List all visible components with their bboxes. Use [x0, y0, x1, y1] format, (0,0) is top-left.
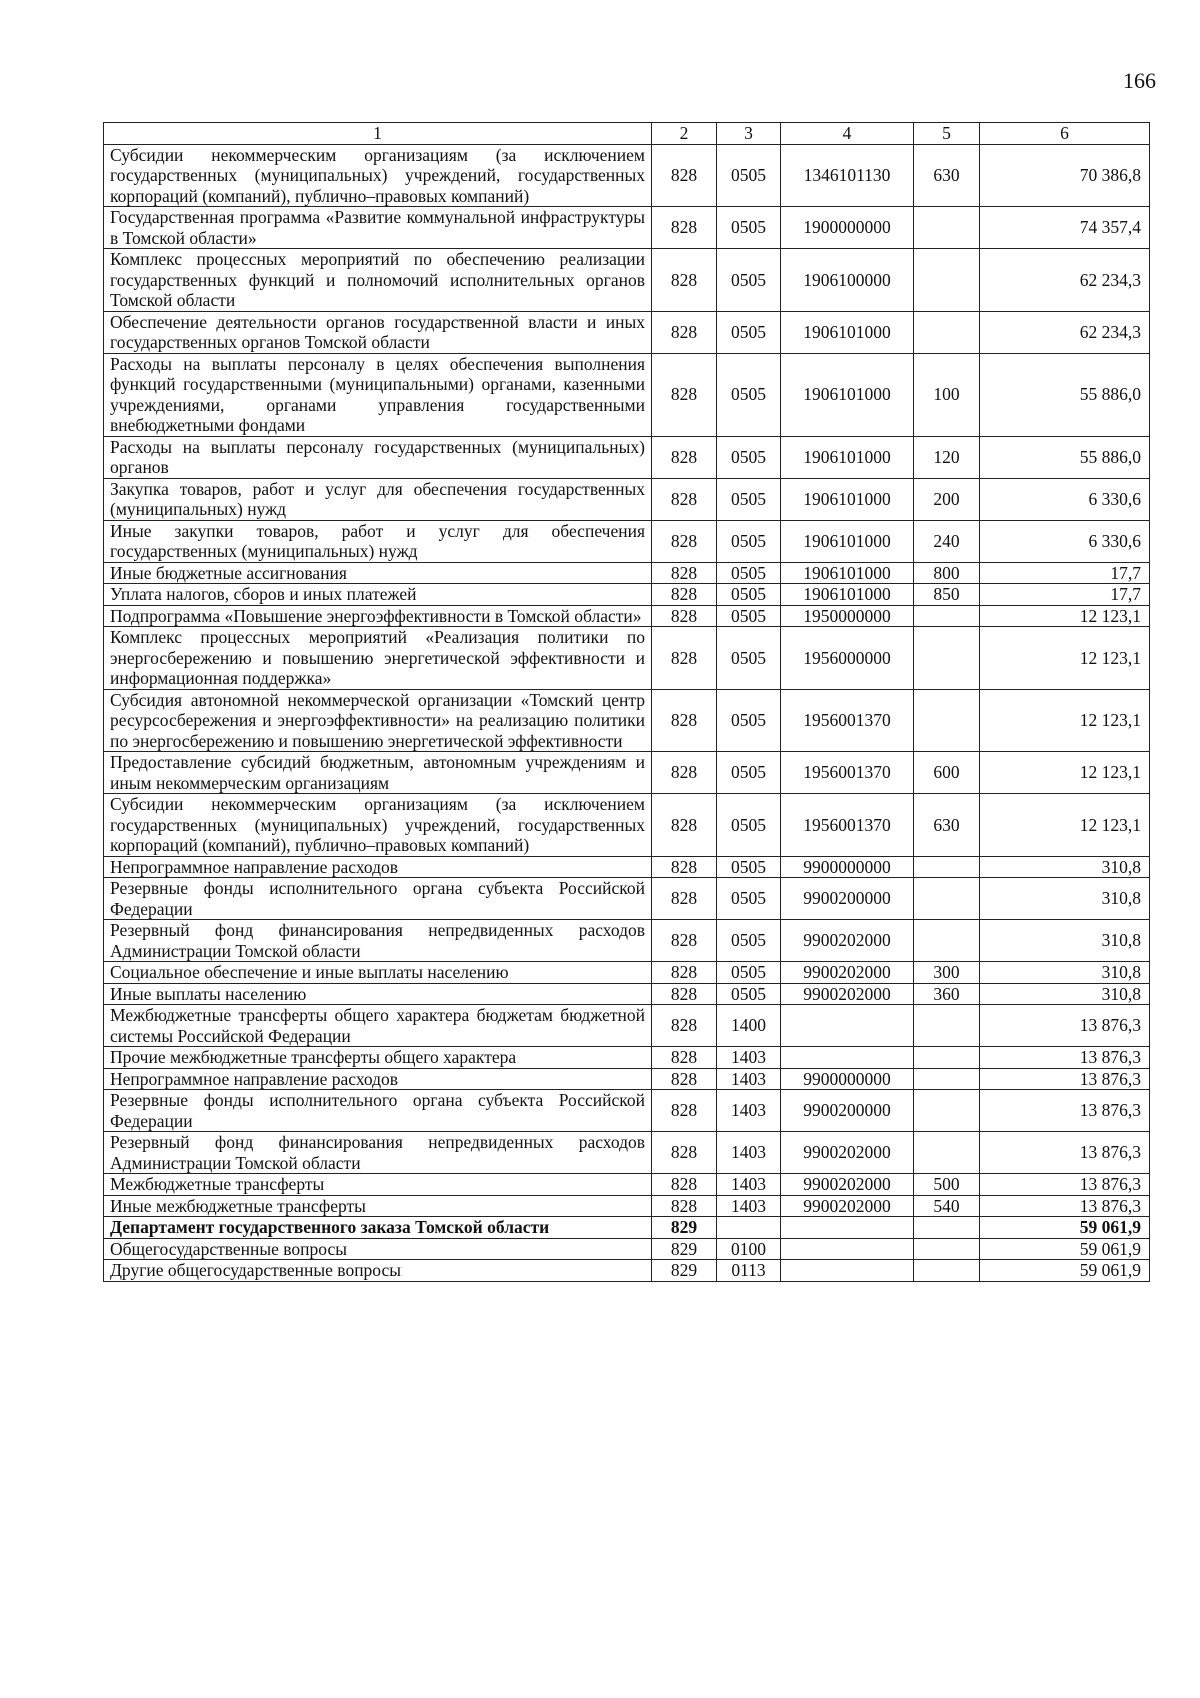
table-row — [104, 249, 1150, 312]
row-vr-cell — [914, 1047, 980, 1069]
row-gr-cell: 829 — [652, 1260, 717, 1282]
row-sum-cell: 55 886,0 — [980, 436, 1150, 478]
row-rz-cell: 0505 — [717, 856, 781, 878]
row-cs-cell: 1956000000 — [781, 627, 914, 690]
row-cs-cell: 9900000000 — [781, 856, 914, 878]
row-rz-cell: 0505 — [717, 353, 781, 436]
row-sum-cell: 13 876,3 — [980, 1090, 1150, 1132]
row-sum-cell: 6 330,6 — [980, 478, 1150, 520]
row-name-cell: Комплекс процессных мероприятий «Реализация политики по энергосбережению и повышению энергетической эффективности и информационная поддержка» — [104, 627, 652, 690]
row-sum-cell: 59 061,9 — [980, 1217, 1150, 1239]
row-gr-cell: 828 — [652, 478, 717, 520]
row-rz-cell: 1403 — [717, 1174, 781, 1196]
row-rz-cell: 0505 — [717, 627, 781, 690]
row-rz-cell: 0505 — [717, 584, 781, 606]
row-vr-cell — [914, 1068, 980, 1090]
row-name-cell: Закупка товаров, работ и услуг для обеспечения государственных (муниципальных) нужд — [104, 478, 652, 520]
row-gr-cell: 828 — [652, 878, 717, 920]
row-sum-cell: 13 876,3 — [980, 1068, 1150, 1090]
row-rz-cell: 0505 — [717, 794, 781, 857]
row-gr-cell: 828 — [652, 983, 717, 1005]
table-row — [104, 752, 1150, 794]
row-vr-cell: 240 — [914, 520, 980, 562]
table-row — [104, 1260, 1150, 1282]
row-vr-cell: 100 — [914, 353, 980, 436]
row-gr-cell: 828 — [652, 1005, 717, 1047]
row-vr-cell: 800 — [914, 562, 980, 584]
row-vr-cell — [914, 689, 980, 752]
row-cs-cell: 1906101000 — [781, 562, 914, 584]
table-row — [104, 983, 1150, 1005]
table-header-row — [104, 123, 1150, 145]
row-vr-cell: 500 — [914, 1174, 980, 1196]
row-gr-cell: 828 — [652, 1090, 717, 1132]
row-gr-cell: 828 — [652, 353, 717, 436]
row-name-cell: Межбюджетные трансферты — [104, 1174, 652, 1196]
row-vr-cell — [914, 1090, 980, 1132]
row-name-cell: Непрограммное направление расходов — [104, 1068, 652, 1090]
header-cell-3: 3 — [717, 123, 781, 145]
row-name-cell: Расходы на выплаты персоналу в целях обеспечения выполнения функций государственными (муниципальными) органами, казенными учреждениями, органами управления государственными внебюджетными фондами — [104, 353, 652, 436]
row-gr-cell: 828 — [652, 311, 717, 353]
budget-table — [103, 122, 1150, 1282]
row-name-cell: Предоставление субсидий бюджетным, автономным учреждениям и иным некоммерческим организациям — [104, 752, 652, 794]
row-cs-cell: 9900202000 — [781, 983, 914, 1005]
table-row — [104, 1005, 1150, 1047]
row-vr-cell — [914, 605, 980, 627]
row-name-cell: Другие общегосударственные вопросы — [104, 1260, 652, 1282]
row-cs-cell: 1956001370 — [781, 794, 914, 857]
row-vr-cell: 360 — [914, 983, 980, 1005]
row-cs-cell: 9900200000 — [781, 1090, 914, 1132]
header-cell-4: 4 — [781, 123, 914, 145]
table-row — [104, 353, 1150, 436]
header-cell-5: 5 — [914, 123, 980, 145]
row-sum-cell: 310,8 — [980, 920, 1150, 962]
row-rz-cell: 0505 — [717, 689, 781, 752]
row-gr-cell: 828 — [652, 144, 717, 207]
row-gr-cell: 828 — [652, 962, 717, 984]
table-row — [104, 689, 1150, 752]
row-gr-cell: 828 — [652, 584, 717, 606]
row-gr-cell: 828 — [652, 1132, 717, 1174]
row-sum-cell: 310,8 — [980, 878, 1150, 920]
table-row — [104, 1068, 1150, 1090]
row-cs-cell: 1906101000 — [781, 311, 914, 353]
row-sum-cell: 62 234,3 — [980, 249, 1150, 312]
row-sum-cell: 12 123,1 — [980, 794, 1150, 857]
row-gr-cell: 828 — [652, 1047, 717, 1069]
header-cell-6: 6 — [980, 123, 1150, 145]
row-rz-cell: 0505 — [717, 207, 781, 249]
row-name-cell: Обеспечение деятельности органов государственной власти и иных государственных органов Томской области — [104, 311, 652, 353]
row-rz-cell: 0505 — [717, 311, 781, 353]
table-row — [104, 920, 1150, 962]
table-row — [104, 436, 1150, 478]
row-vr-cell — [914, 920, 980, 962]
row-rz-cell: 0505 — [717, 962, 781, 984]
row-rz-cell: 1403 — [717, 1195, 781, 1217]
row-name-cell: Комплекс процессных мероприятий по обеспечению реализации государственных функций и полномочий исполнительных органов Томской области — [104, 249, 652, 312]
row-rz-cell: 0505 — [717, 144, 781, 207]
row-rz-cell: 0505 — [717, 562, 781, 584]
row-sum-cell: 13 876,3 — [980, 1047, 1150, 1069]
row-vr-cell — [914, 1005, 980, 1047]
table-row — [104, 584, 1150, 606]
row-name-cell: Иные выплаты населению — [104, 983, 652, 1005]
table-row — [104, 878, 1150, 920]
table-row — [104, 478, 1150, 520]
row-cs-cell: 1950000000 — [781, 605, 914, 627]
row-name-cell: Общегосударственные вопросы — [104, 1238, 652, 1260]
row-name-cell: Уплата налогов, сборов и иных платежей — [104, 584, 652, 606]
table-row — [104, 856, 1150, 878]
row-gr-cell: 828 — [652, 627, 717, 690]
row-name-cell: Субсидии некоммерческим организациям (за исключением государственных (муниципальных) учреждений, государственных корпораций (компаний), публично–правовых компаний) — [104, 144, 652, 207]
row-gr-cell: 829 — [652, 1238, 717, 1260]
row-rz-cell: 0505 — [717, 436, 781, 478]
row-rz-cell: 1403 — [717, 1047, 781, 1069]
page-number: 166 — [1123, 68, 1156, 93]
row-cs-cell: 1906101000 — [781, 353, 914, 436]
row-name-cell: Расходы на выплаты персоналу государственных (муниципальных) органов — [104, 436, 652, 478]
row-cs-cell: 9900202000 — [781, 1195, 914, 1217]
row-sum-cell: 17,7 — [980, 584, 1150, 606]
row-rz-cell: 0505 — [717, 878, 781, 920]
row-name-cell: Межбюджетные трансферты общего характера бюджетам бюджетной системы Российской Федерации — [104, 1005, 652, 1047]
row-gr-cell: 828 — [652, 1174, 717, 1196]
row-gr-cell: 828 — [652, 562, 717, 584]
row-name-cell: Иные межбюджетные трансферты — [104, 1195, 652, 1217]
row-rz-cell: 1403 — [717, 1068, 781, 1090]
row-gr-cell: 829 — [652, 1217, 717, 1239]
row-sum-cell: 310,8 — [980, 856, 1150, 878]
table-row — [104, 605, 1150, 627]
table-row — [104, 1238, 1150, 1260]
row-gr-cell: 828 — [652, 752, 717, 794]
row-gr-cell: 828 — [652, 436, 717, 478]
row-rz-cell — [717, 1217, 781, 1239]
row-vr-cell — [914, 249, 980, 312]
row-rz-cell: 0505 — [717, 478, 781, 520]
row-gr-cell: 828 — [652, 689, 717, 752]
row-cs-cell: 9900202000 — [781, 1132, 914, 1174]
row-rz-cell: 1400 — [717, 1005, 781, 1047]
row-cs-cell: 9900202000 — [781, 920, 914, 962]
row-cs-cell — [781, 1005, 914, 1047]
row-vr-cell — [914, 311, 980, 353]
row-name-cell: Непрограммное направление расходов — [104, 856, 652, 878]
table-row — [104, 207, 1150, 249]
row-sum-cell: 12 123,1 — [980, 752, 1150, 794]
row-cs-cell: 9900000000 — [781, 1068, 914, 1090]
row-sum-cell: 74 357,4 — [980, 207, 1150, 249]
header-cell-2: 2 — [652, 123, 717, 145]
row-gr-cell: 828 — [652, 249, 717, 312]
row-vr-cell — [914, 1238, 980, 1260]
row-cs-cell: 1906101000 — [781, 436, 914, 478]
table-row — [104, 520, 1150, 562]
row-sum-cell: 6 330,6 — [980, 520, 1150, 562]
row-sum-cell: 13 876,3 — [980, 1174, 1150, 1196]
row-vr-cell: 200 — [914, 478, 980, 520]
row-rz-cell: 0505 — [717, 752, 781, 794]
table-row — [104, 794, 1150, 857]
row-name-cell: Иные бюджетные ассигнования — [104, 562, 652, 584]
row-cs-cell — [781, 1217, 914, 1239]
row-sum-cell: 59 061,9 — [980, 1238, 1150, 1260]
row-name-cell: Подпрограмма «Повышение энергоэффективности в Томской области» — [104, 605, 652, 627]
row-name-cell: Социальное обеспечение и иные выплаты населению — [104, 962, 652, 984]
row-cs-cell: 1906101000 — [781, 584, 914, 606]
header-cell-1: 1 — [104, 123, 652, 145]
row-gr-cell: 828 — [652, 605, 717, 627]
row-cs-cell: 1906101000 — [781, 520, 914, 562]
row-rz-cell: 0505 — [717, 605, 781, 627]
row-gr-cell: 828 — [652, 856, 717, 878]
row-cs-cell: 9900202000 — [781, 962, 914, 984]
row-rz-cell: 1403 — [717, 1090, 781, 1132]
row-gr-cell: 828 — [652, 794, 717, 857]
table-row — [104, 1090, 1150, 1132]
row-name-cell: Резервные фонды исполнительного органа субъекта Российской Федерации — [104, 878, 652, 920]
row-sum-cell: 13 876,3 — [980, 1132, 1150, 1174]
row-gr-cell: 828 — [652, 207, 717, 249]
table-row — [104, 1174, 1150, 1196]
row-gr-cell: 828 — [652, 1195, 717, 1217]
row-vr-cell: 630 — [914, 794, 980, 857]
table-row — [104, 311, 1150, 353]
row-cs-cell: 1956001370 — [781, 689, 914, 752]
row-cs-cell — [781, 1260, 914, 1282]
row-cs-cell — [781, 1238, 914, 1260]
row-vr-cell — [914, 1132, 980, 1174]
row-vr-cell — [914, 856, 980, 878]
row-cs-cell: 1900000000 — [781, 207, 914, 249]
row-vr-cell: 540 — [914, 1195, 980, 1217]
row-vr-cell: 600 — [914, 752, 980, 794]
row-name-cell: Резервный фонд финансирования непредвиденных расходов Администрации Томской области — [104, 1132, 652, 1174]
row-vr-cell — [914, 878, 980, 920]
row-cs-cell: 1956001370 — [781, 752, 914, 794]
row-cs-cell: 9900200000 — [781, 878, 914, 920]
row-rz-cell: 0113 — [717, 1260, 781, 1282]
row-sum-cell: 310,8 — [980, 983, 1150, 1005]
row-rz-cell: 0505 — [717, 249, 781, 312]
row-name-cell: Иные закупки товаров, работ и услуг для обеспечения государственных (муниципальных) нужд — [104, 520, 652, 562]
row-name-cell: Прочие межбюджетные трансферты общего характера — [104, 1047, 652, 1069]
row-cs-cell — [781, 1047, 914, 1069]
row-gr-cell: 828 — [652, 1068, 717, 1090]
row-gr-cell: 828 — [652, 920, 717, 962]
table-row — [104, 1132, 1150, 1174]
row-rz-cell: 0505 — [717, 983, 781, 1005]
table-row — [104, 962, 1150, 984]
row-vr-cell: 850 — [914, 584, 980, 606]
row-vr-cell — [914, 627, 980, 690]
row-name-cell: Субсидия автономной некоммерческой организации «Томский центр ресурсосбережения и энергоэффективности» на реализацию политики по энергосбережению и повышению энергетической эффективности — [104, 689, 652, 752]
row-gr-cell: 828 — [652, 520, 717, 562]
row-sum-cell: 12 123,1 — [980, 605, 1150, 627]
row-sum-cell: 13 876,3 — [980, 1005, 1150, 1047]
table-row — [104, 627, 1150, 690]
table-row — [104, 562, 1150, 584]
row-rz-cell: 1403 — [717, 1132, 781, 1174]
row-vr-cell — [914, 1260, 980, 1282]
row-rz-cell: 0505 — [717, 520, 781, 562]
row-name-cell: Резервный фонд финансирования непредвиденных расходов Администрации Томской области — [104, 920, 652, 962]
row-cs-cell: 1906101000 — [781, 478, 914, 520]
row-sum-cell: 12 123,1 — [980, 627, 1150, 690]
row-sum-cell: 310,8 — [980, 962, 1150, 984]
row-sum-cell: 55 886,0 — [980, 353, 1150, 436]
row-vr-cell: 630 — [914, 144, 980, 207]
row-sum-cell: 12 123,1 — [980, 689, 1150, 752]
row-name-cell: Резервные фонды исполнительного органа субъекта Российской Федерации — [104, 1090, 652, 1132]
row-sum-cell: 70 386,8 — [980, 144, 1150, 207]
table-row — [104, 1047, 1150, 1069]
row-name-cell: Государственная программа «Развитие коммунальной инфраструктуры в Томской области» — [104, 207, 652, 249]
row-sum-cell: 59 061,9 — [980, 1260, 1150, 1282]
table-row — [104, 1217, 1150, 1239]
row-name-cell: Департамент государственного заказа Томской области — [104, 1217, 652, 1239]
row-name-cell: Субсидии некоммерческим организациям (за исключением государственных (муниципальных) учреждений, государственных корпораций (компаний), публично–правовых компаний) — [104, 794, 652, 857]
row-rz-cell: 0100 — [717, 1238, 781, 1260]
row-sum-cell: 17,7 — [980, 562, 1150, 584]
row-cs-cell: 1906100000 — [781, 249, 914, 312]
row-vr-cell: 120 — [914, 436, 980, 478]
row-cs-cell: 1346101130 — [781, 144, 914, 207]
row-vr-cell — [914, 1217, 980, 1239]
row-cs-cell: 9900202000 — [781, 1174, 914, 1196]
row-rz-cell: 0505 — [717, 920, 781, 962]
table-row — [104, 144, 1150, 207]
row-vr-cell: 300 — [914, 962, 980, 984]
table-row — [104, 1195, 1150, 1217]
budget-table-body — [104, 123, 1150, 1282]
row-sum-cell: 13 876,3 — [980, 1195, 1150, 1217]
row-sum-cell: 62 234,3 — [980, 311, 1150, 353]
row-vr-cell — [914, 207, 980, 249]
